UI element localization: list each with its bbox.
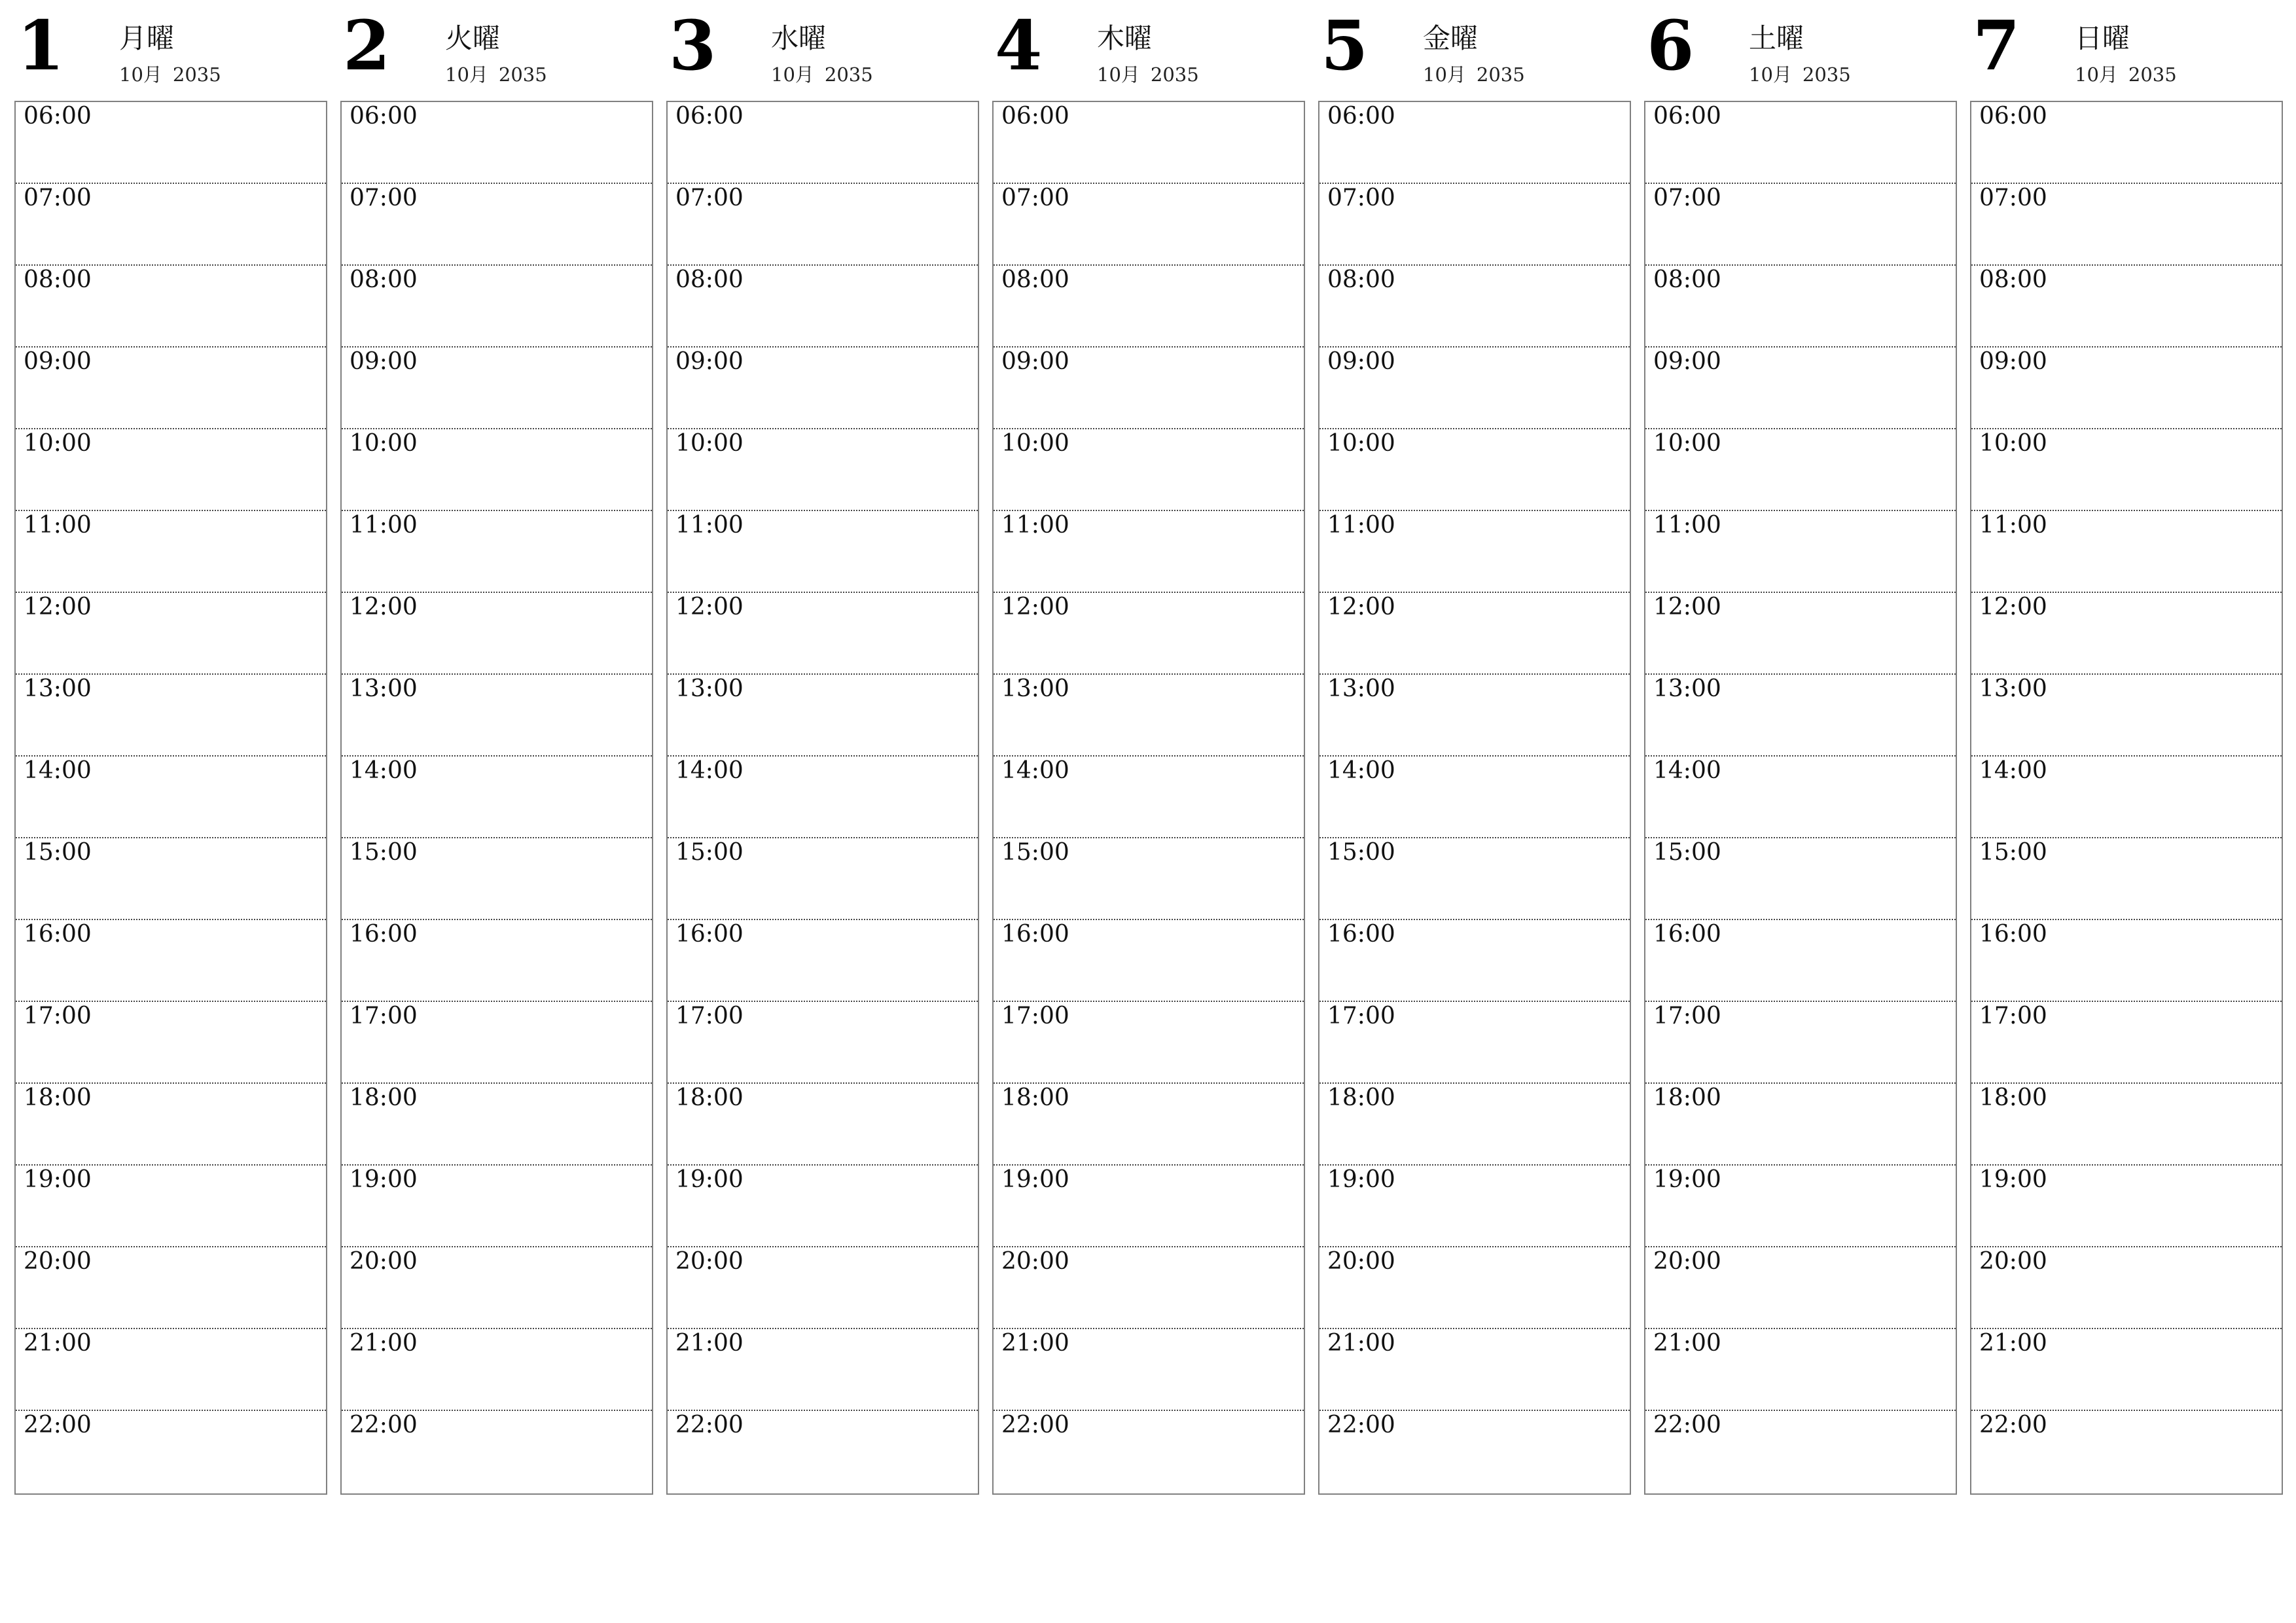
time-label: 11:00 xyxy=(350,512,418,539)
time-label: 13:00 xyxy=(675,675,744,702)
time-slot-0900 xyxy=(1645,348,1956,429)
time-slot-1100 xyxy=(668,511,978,593)
time-slot-2200 xyxy=(16,1411,326,1493)
time-slot-2200 xyxy=(668,1411,978,1493)
time-slot-1600 xyxy=(668,920,978,1002)
time-slot-0900 xyxy=(994,348,1304,429)
time-slot-0800 xyxy=(1319,266,1630,348)
time-slot-0900 xyxy=(1971,348,2282,429)
day-header xyxy=(1970,0,2283,98)
time-slot-1500 xyxy=(1645,838,1956,920)
time-label: 15:00 xyxy=(675,839,744,866)
time-label: 14:00 xyxy=(1979,757,2047,784)
time-slot-1800 xyxy=(1645,1084,1956,1166)
time-slot-0600 xyxy=(1319,102,1630,184)
time-slot-0800 xyxy=(16,266,326,348)
time-slot-1700 xyxy=(668,1002,978,1084)
month-year-label xyxy=(771,65,873,84)
month-label: 10月 xyxy=(1423,63,1466,86)
month-year-label xyxy=(2075,65,2177,84)
time-label: 20:00 xyxy=(1653,1248,1721,1275)
time-slot-0600 xyxy=(342,102,652,184)
year-label: 2035 xyxy=(824,63,873,86)
day-number: 5 xyxy=(1321,5,1369,86)
time-label: 18:00 xyxy=(350,1084,418,1111)
time-slot-2000 xyxy=(16,1247,326,1329)
time-label: 20:00 xyxy=(675,1248,744,1275)
month-year-label xyxy=(1097,65,1199,84)
time-slot-1200 xyxy=(1319,593,1630,675)
time-slot-1600 xyxy=(1645,920,1956,1002)
time-label: 08:00 xyxy=(1327,266,1395,293)
year-label: 2035 xyxy=(498,63,547,86)
time-label: 11:00 xyxy=(675,512,744,539)
time-slot-1100 xyxy=(994,511,1304,593)
time-label: 07:00 xyxy=(1327,185,1395,211)
time-label: 06:00 xyxy=(675,103,744,130)
time-slot-0900 xyxy=(668,348,978,429)
time-slot-2200 xyxy=(342,1411,652,1493)
time-slot-1800 xyxy=(342,1084,652,1166)
time-slot-1100 xyxy=(16,511,326,593)
day-number: 4 xyxy=(995,5,1043,86)
time-label: 22:00 xyxy=(675,1412,744,1438)
time-slot-1500 xyxy=(994,838,1304,920)
time-label: 10:00 xyxy=(675,430,744,457)
time-slot-0900 xyxy=(1319,348,1630,429)
time-label: 20:00 xyxy=(1001,1248,1069,1275)
time-slot-1400 xyxy=(16,757,326,838)
time-slot-1600 xyxy=(342,920,652,1002)
time-label: 10:00 xyxy=(350,430,418,457)
time-slot-1900 xyxy=(342,1166,652,1247)
time-slot-0600 xyxy=(994,102,1304,184)
day-header xyxy=(666,0,979,98)
time-slot-2100 xyxy=(1971,1329,2282,1411)
day-header xyxy=(1318,0,1631,98)
time-slot-1200 xyxy=(1645,593,1956,675)
month-label: 10月 xyxy=(1097,63,1140,86)
time-slot-1700 xyxy=(1319,1002,1630,1084)
time-slot-0900 xyxy=(16,348,326,429)
day-schedule-box xyxy=(340,101,653,1495)
day-schedule-box xyxy=(14,101,327,1495)
time-slot-1500 xyxy=(1971,838,2282,920)
time-label: 18:00 xyxy=(675,1084,744,1111)
time-label: 09:00 xyxy=(1979,348,2047,375)
time-label: 19:00 xyxy=(1001,1166,1069,1193)
time-label: 09:00 xyxy=(24,348,92,375)
time-label: 09:00 xyxy=(675,348,744,375)
time-label: 18:00 xyxy=(1979,1084,2047,1111)
time-label: 07:00 xyxy=(350,185,418,211)
time-slot-2000 xyxy=(668,1247,978,1329)
time-label: 10:00 xyxy=(1979,430,2047,457)
time-label: 11:00 xyxy=(1327,512,1395,539)
year-label: 2035 xyxy=(1476,63,1525,86)
time-slot-2000 xyxy=(342,1247,652,1329)
month-label: 10月 xyxy=(445,63,488,86)
time-slot-0800 xyxy=(668,266,978,348)
time-slot-1700 xyxy=(994,1002,1304,1084)
day-name: 日曜 xyxy=(2075,22,2130,54)
day-name: 金曜 xyxy=(1423,22,1479,54)
time-label: 10:00 xyxy=(1001,430,1069,457)
time-label: 06:00 xyxy=(1979,103,2047,130)
time-label: 13:00 xyxy=(1001,675,1069,702)
time-slot-1700 xyxy=(342,1002,652,1084)
time-label: 12:00 xyxy=(1979,594,2047,620)
time-slot-2000 xyxy=(1319,1247,1630,1329)
time-label: 07:00 xyxy=(675,185,744,211)
time-slot-1400 xyxy=(1645,757,1956,838)
time-slot-1200 xyxy=(16,593,326,675)
time-label: 16:00 xyxy=(1979,921,2047,948)
time-label: 06:00 xyxy=(1653,103,1721,130)
time-label: 15:00 xyxy=(1979,839,2047,866)
time-slot-1400 xyxy=(668,757,978,838)
time-label: 19:00 xyxy=(1653,1166,1721,1193)
month-label: 10月 xyxy=(119,63,162,86)
time-label: 22:00 xyxy=(24,1412,92,1438)
time-slot-1500 xyxy=(1319,838,1630,920)
year-label: 2035 xyxy=(2128,63,2177,86)
time-slot-1400 xyxy=(1971,757,2282,838)
time-slot-1800 xyxy=(994,1084,1304,1166)
day-number: 7 xyxy=(1973,5,2020,86)
time-slot-1900 xyxy=(1645,1166,1956,1247)
time-slot-1700 xyxy=(1971,1002,2282,1084)
time-label: 17:00 xyxy=(1327,1003,1395,1029)
time-slot-1300 xyxy=(16,675,326,757)
time-slot-1300 xyxy=(342,675,652,757)
time-slot-1900 xyxy=(1971,1166,2282,1247)
time-label: 21:00 xyxy=(1327,1330,1395,1357)
time-label: 20:00 xyxy=(1979,1248,2047,1275)
time-label: 06:00 xyxy=(24,103,92,130)
day-column-4 xyxy=(992,0,1305,1499)
time-label: 16:00 xyxy=(350,921,418,948)
time-slot-1800 xyxy=(668,1084,978,1166)
month-year-label xyxy=(1423,65,1525,84)
time-label: 14:00 xyxy=(350,757,418,784)
time-label: 22:00 xyxy=(1327,1412,1395,1438)
time-label: 17:00 xyxy=(1979,1003,2047,1029)
time-slot-1100 xyxy=(1971,511,2282,593)
time-label: 17:00 xyxy=(1653,1003,1721,1029)
time-slot-1500 xyxy=(342,838,652,920)
time-label: 12:00 xyxy=(1653,594,1721,620)
time-label: 12:00 xyxy=(1001,594,1069,620)
time-slot-2000 xyxy=(994,1247,1304,1329)
time-slot-1000 xyxy=(994,429,1304,511)
time-slot-1000 xyxy=(1971,429,2282,511)
time-label: 12:00 xyxy=(675,594,744,620)
time-label: 14:00 xyxy=(675,757,744,784)
time-label: 06:00 xyxy=(1001,103,1069,130)
time-label: 15:00 xyxy=(350,839,418,866)
time-slot-1000 xyxy=(668,429,978,511)
month-label: 10月 xyxy=(771,63,814,86)
time-slot-2100 xyxy=(16,1329,326,1411)
time-slot-1200 xyxy=(1971,593,2282,675)
time-slot-1900 xyxy=(994,1166,1304,1247)
time-label: 19:00 xyxy=(1327,1166,1395,1193)
time-slot-2100 xyxy=(1645,1329,1956,1411)
day-name: 月曜 xyxy=(119,22,175,54)
time-label: 11:00 xyxy=(24,512,92,539)
time-label: 21:00 xyxy=(1653,1330,1721,1357)
time-label: 11:00 xyxy=(1979,512,2047,539)
time-label: 15:00 xyxy=(24,839,92,866)
time-label: 12:00 xyxy=(24,594,92,620)
time-slot-1700 xyxy=(1645,1002,1956,1084)
time-label: 06:00 xyxy=(350,103,418,130)
time-slot-1500 xyxy=(668,838,978,920)
time-label: 09:00 xyxy=(1327,348,1395,375)
time-slot-2100 xyxy=(994,1329,1304,1411)
time-label: 09:00 xyxy=(350,348,418,375)
time-label: 21:00 xyxy=(1979,1330,2047,1357)
time-label: 18:00 xyxy=(24,1084,92,1111)
time-slot-1800 xyxy=(16,1084,326,1166)
time-label: 21:00 xyxy=(675,1330,744,1357)
day-schedule-box xyxy=(1970,101,2283,1495)
time-label: 08:00 xyxy=(1653,266,1721,293)
time-slot-1600 xyxy=(994,920,1304,1002)
year-label: 2035 xyxy=(1150,63,1199,86)
day-header xyxy=(14,0,327,98)
time-slot-0700 xyxy=(1645,184,1956,266)
time-label: 14:00 xyxy=(1327,757,1395,784)
time-label: 17:00 xyxy=(675,1003,744,1029)
time-label: 13:00 xyxy=(24,675,92,702)
day-number: 6 xyxy=(1647,5,1695,86)
day-number: 1 xyxy=(17,5,65,86)
day-schedule-box xyxy=(1644,101,1957,1495)
time-slot-1300 xyxy=(1645,675,1956,757)
time-slot-0800 xyxy=(342,266,652,348)
time-slot-2100 xyxy=(1319,1329,1630,1411)
time-label: 13:00 xyxy=(1653,675,1721,702)
time-label: 14:00 xyxy=(1001,757,1069,784)
time-slot-2000 xyxy=(1971,1247,2282,1329)
time-label: 07:00 xyxy=(1979,185,2047,211)
time-slot-1000 xyxy=(16,429,326,511)
month-year-label xyxy=(1749,65,1851,84)
time-slot-0700 xyxy=(994,184,1304,266)
time-slot-1400 xyxy=(342,757,652,838)
time-label: 18:00 xyxy=(1653,1084,1721,1111)
day-schedule-box xyxy=(992,101,1305,1495)
time-slot-0600 xyxy=(668,102,978,184)
time-slot-1800 xyxy=(1319,1084,1630,1166)
time-label: 15:00 xyxy=(1327,839,1395,866)
time-label: 08:00 xyxy=(675,266,744,293)
time-label: 08:00 xyxy=(24,266,92,293)
time-slot-1600 xyxy=(16,920,326,1002)
time-label: 08:00 xyxy=(350,266,418,293)
time-slot-1300 xyxy=(668,675,978,757)
day-header xyxy=(1644,0,1957,98)
time-label: 14:00 xyxy=(24,757,92,784)
time-slot-2200 xyxy=(994,1411,1304,1493)
time-label: 18:00 xyxy=(1001,1084,1069,1111)
time-slot-1100 xyxy=(1645,511,1956,593)
time-slot-1800 xyxy=(1971,1084,2282,1166)
time-slot-1100 xyxy=(1319,511,1630,593)
time-label: 06:00 xyxy=(1327,103,1395,130)
time-label: 21:00 xyxy=(1001,1330,1069,1357)
time-label: 19:00 xyxy=(350,1166,418,1193)
time-slot-1400 xyxy=(1319,757,1630,838)
time-slot-0900 xyxy=(342,348,652,429)
time-label: 21:00 xyxy=(24,1330,92,1357)
time-label: 21:00 xyxy=(350,1330,418,1357)
time-slot-1000 xyxy=(1319,429,1630,511)
time-label: 12:00 xyxy=(350,594,418,620)
time-slot-1300 xyxy=(994,675,1304,757)
time-slot-1100 xyxy=(342,511,652,593)
time-slot-1900 xyxy=(1319,1166,1630,1247)
time-label: 16:00 xyxy=(1001,921,1069,948)
time-label: 19:00 xyxy=(675,1166,744,1193)
time-slot-0600 xyxy=(1971,102,2282,184)
time-label: 07:00 xyxy=(24,185,92,211)
time-label: 16:00 xyxy=(24,921,92,948)
day-header xyxy=(992,0,1305,98)
day-column-6 xyxy=(1644,0,1957,1499)
time-label: 20:00 xyxy=(350,1248,418,1275)
day-column-3 xyxy=(666,0,979,1499)
time-label: 09:00 xyxy=(1653,348,1721,375)
time-slot-2200 xyxy=(1645,1411,1956,1493)
time-label: 08:00 xyxy=(1979,266,2047,293)
time-label: 15:00 xyxy=(1653,839,1721,866)
day-name: 水曜 xyxy=(771,22,827,54)
time-slot-1500 xyxy=(16,838,326,920)
time-slot-2200 xyxy=(1319,1411,1630,1493)
time-slot-0700 xyxy=(342,184,652,266)
time-label: 20:00 xyxy=(24,1248,92,1275)
day-schedule-box xyxy=(1318,101,1631,1495)
time-slot-1000 xyxy=(1645,429,1956,511)
time-slot-0700 xyxy=(1971,184,2282,266)
time-label: 07:00 xyxy=(1001,185,1069,211)
time-slot-1300 xyxy=(1319,675,1630,757)
time-slot-1400 xyxy=(994,757,1304,838)
time-label: 13:00 xyxy=(1327,675,1395,702)
time-slot-2000 xyxy=(1645,1247,1956,1329)
time-slot-1200 xyxy=(342,593,652,675)
time-slot-1900 xyxy=(16,1166,326,1247)
time-label: 18:00 xyxy=(1327,1084,1395,1111)
time-label: 17:00 xyxy=(1001,1003,1069,1029)
day-header xyxy=(340,0,653,98)
time-slot-0800 xyxy=(994,266,1304,348)
month-label: 10月 xyxy=(1749,63,1792,86)
time-label: 10:00 xyxy=(24,430,92,457)
time-label: 13:00 xyxy=(350,675,418,702)
year-label: 2035 xyxy=(1802,63,1851,86)
time-slot-1200 xyxy=(994,593,1304,675)
time-slot-1200 xyxy=(668,593,978,675)
time-label: 08:00 xyxy=(1001,266,1069,293)
time-slot-0800 xyxy=(1645,266,1956,348)
day-column-7 xyxy=(1970,0,2283,1499)
day-column-2 xyxy=(340,0,653,1499)
day-column-5 xyxy=(1318,0,1631,1499)
time-label: 09:00 xyxy=(1001,348,1069,375)
time-slot-0600 xyxy=(16,102,326,184)
time-slot-2100 xyxy=(342,1329,652,1411)
month-label: 10月 xyxy=(2075,63,2118,86)
time-slot-0700 xyxy=(1319,184,1630,266)
time-label: 17:00 xyxy=(350,1003,418,1029)
time-slot-1600 xyxy=(1319,920,1630,1002)
time-slot-1700 xyxy=(16,1002,326,1084)
time-label: 22:00 xyxy=(1653,1412,1721,1438)
time-slot-2200 xyxy=(1971,1411,2282,1493)
time-label: 15:00 xyxy=(1001,839,1069,866)
time-label: 11:00 xyxy=(1653,512,1721,539)
time-label: 19:00 xyxy=(24,1166,92,1193)
time-label: 22:00 xyxy=(1001,1412,1069,1438)
day-name: 木曜 xyxy=(1097,22,1153,54)
day-column-1 xyxy=(14,0,327,1499)
time-label: 19:00 xyxy=(1979,1166,2047,1193)
time-slot-0700 xyxy=(16,184,326,266)
time-slot-1000 xyxy=(342,429,652,511)
time-label: 11:00 xyxy=(1001,512,1069,539)
time-label: 16:00 xyxy=(1653,921,1721,948)
time-label: 14:00 xyxy=(1653,757,1721,784)
time-label: 10:00 xyxy=(1327,430,1395,457)
time-slot-0800 xyxy=(1971,266,2282,348)
time-label: 16:00 xyxy=(675,921,744,948)
month-year-label xyxy=(445,65,547,84)
day-schedule-box xyxy=(666,101,979,1495)
year-label: 2035 xyxy=(172,63,221,86)
day-number: 2 xyxy=(343,5,391,86)
day-number: 3 xyxy=(669,5,717,86)
time-slot-1600 xyxy=(1971,920,2282,1002)
day-name: 火曜 xyxy=(445,22,501,54)
time-slot-1300 xyxy=(1971,675,2282,757)
time-slot-1900 xyxy=(668,1166,978,1247)
time-label: 16:00 xyxy=(1327,921,1395,948)
time-label: 07:00 xyxy=(1653,185,1721,211)
time-slot-2100 xyxy=(668,1329,978,1411)
day-name: 土曜 xyxy=(1749,22,1804,54)
time-label: 22:00 xyxy=(1979,1412,2047,1438)
time-label: 17:00 xyxy=(24,1003,92,1029)
time-slot-0600 xyxy=(1645,102,1956,184)
time-label: 13:00 xyxy=(1979,675,2047,702)
time-label: 10:00 xyxy=(1653,430,1721,457)
time-slot-0700 xyxy=(668,184,978,266)
time-label: 12:00 xyxy=(1327,594,1395,620)
time-label: 20:00 xyxy=(1327,1248,1395,1275)
month-year-label xyxy=(119,65,221,84)
time-label: 22:00 xyxy=(350,1412,418,1438)
